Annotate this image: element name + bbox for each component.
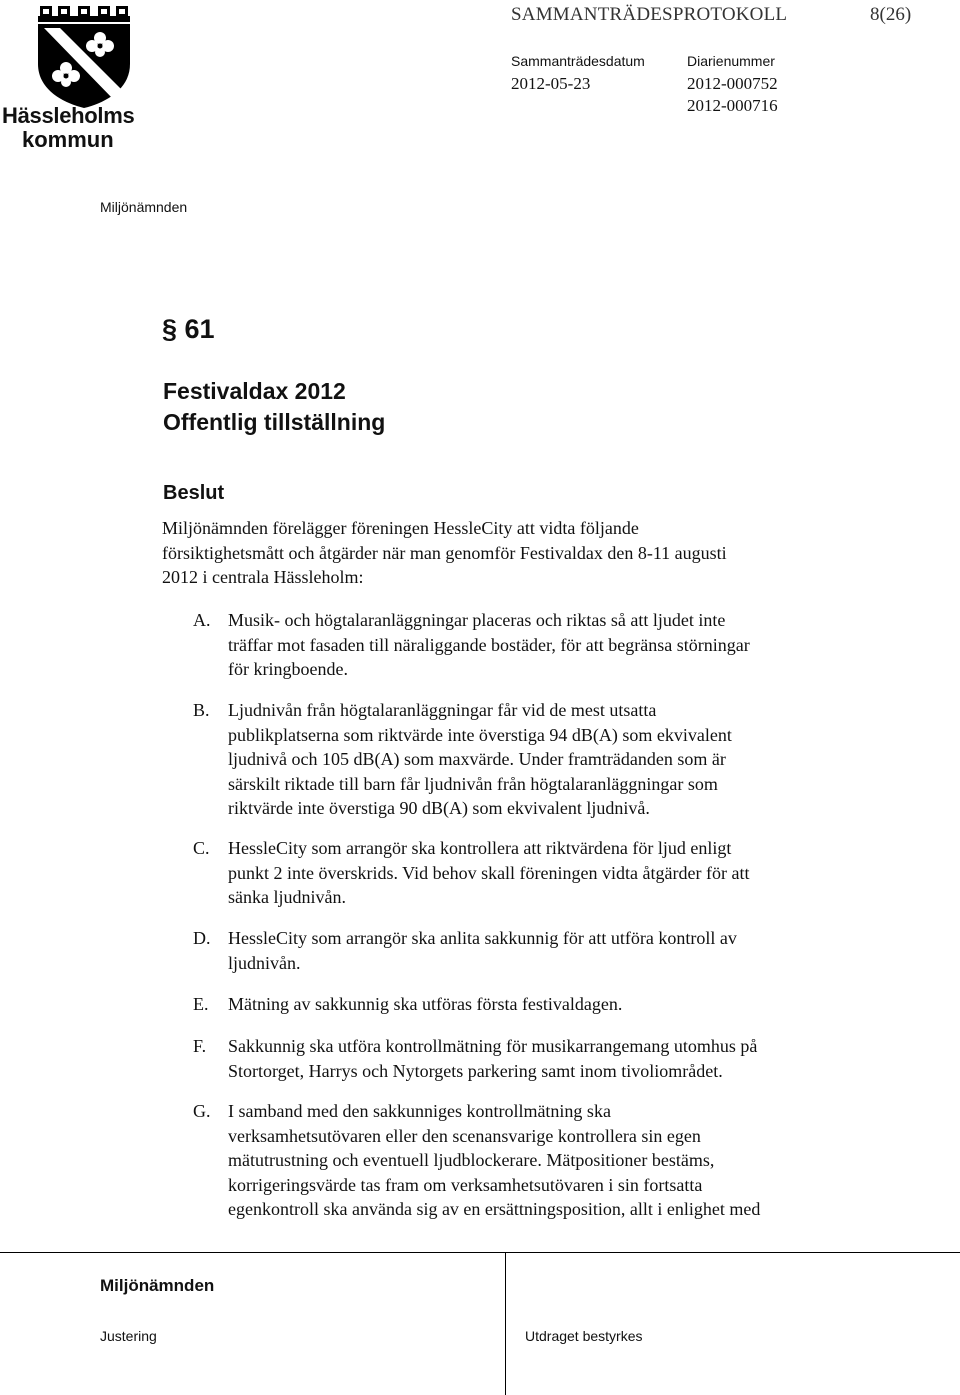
meeting-date-label: Sammanträdesdatum — [511, 53, 645, 69]
text-line: HessleCity som arrangör ska anlita sakkunnig för att utföra kontroll av — [228, 928, 737, 948]
document-title: SAMMANTRÄDESPROTOKOLL — [511, 4, 788, 25]
item-letter: B. — [193, 700, 210, 720]
registry-number-value: 2012-000752 — [687, 74, 778, 93]
text-line: försiktighetsmått och åtgärder när man genomför Festivaldax den 8-11 augusti — [162, 542, 727, 563]
text-line: verksamhetsutövaren eller den scenansvarige kontrollera sin egen — [228, 1125, 701, 1146]
text-line: egenkontroll ska använda sig av en ersättningsposition, allt i enlighet med — [228, 1199, 761, 1219]
text-line: Miljönämnden förelägger föreningen HessleCity att vidta följande — [162, 518, 639, 538]
text-line: Mätning av sakkunnig ska utföras första festivaldagen. — [228, 994, 623, 1014]
logo-wordmark-line1: Hässleholms — [2, 103, 135, 128]
footer-divider — [0, 1252, 960, 1253]
item-letter: G. — [193, 1101, 211, 1121]
board-name: Miljönämnden — [100, 199, 188, 215]
text-line: Ljudnivån från högtalaranläggningar får vid de mest utsatta — [228, 700, 657, 720]
meeting-date-value: 2012-05-23 — [511, 74, 591, 93]
text-line: HessleCity som arrangör ska kontrollera att riktvärdena för ljud enligt — [228, 838, 732, 858]
text-line: mätutrustning och eventuell ljudblockerare. Mätpositioner bestäms, — [228, 1150, 715, 1170]
item-letter: E. — [193, 994, 209, 1014]
section-title: Festivaldax 2012 — [163, 378, 346, 404]
footer-justering-label: Justering — [100, 1328, 157, 1344]
item-letter: D. — [193, 928, 211, 948]
text-line: särskilt riktade till barn får ljudnivån från högtalaranläggningar som — [228, 773, 718, 794]
footer-utdrag-label: Utdraget bestyrkes — [525, 1328, 643, 1344]
text-line: punkt 2 inte överskrids. Vid behov skall föreningen vidta åtgärder för att — [228, 862, 750, 883]
item-letter: F. — [193, 1036, 207, 1056]
item-letter: C. — [193, 838, 210, 858]
registry-number-value: 2012-000716 — [687, 96, 778, 115]
hassleholm-coat-of-arms-icon — [38, 6, 130, 108]
text-line: riktvärde inte överstiga 90 dB(A) som ekvivalent ljudnivå. — [228, 798, 650, 818]
decision-heading: Beslut — [163, 482, 225, 504]
text-line: korrigeringsvärde tas fram om verksamhetsutövaren i sin fortsatta — [228, 1174, 703, 1195]
paragraph-number: § 61 — [162, 314, 215, 344]
text-line: Musik- och högtalaranläggningar placeras och riktas så att ljudet inte — [228, 610, 726, 630]
text-line: Sakkunnig ska utföra kontrollmätning för musikarrangemang utomhus på — [228, 1036, 758, 1056]
text-line: I samband med den sakkunniges kontrollmätning ska — [228, 1101, 611, 1121]
text-line: ljudnivå och 105 dB(A) som maxvärde. Under framträdanden som är — [228, 749, 726, 769]
text-line: Stortorget, Harrys och Nytorgets parkering samt inom tivoliområdet. — [228, 1060, 723, 1081]
text-line: för kringboende. — [228, 659, 348, 679]
footer-column-divider — [505, 1252, 506, 1395]
text-line: sänka ljudnivån. — [228, 887, 346, 907]
page-number: 8(26) — [870, 4, 912, 25]
logo-wordmark-line2: kommun — [22, 127, 114, 152]
text-line: träffar mot fasaden till näraliggande bostäder, för att begränsa störningar — [228, 634, 750, 655]
text-line: 2012 i centrala Hässleholm: — [162, 567, 364, 587]
item-letter: A. — [193, 610, 211, 630]
section-subtitle: Offentlig tillställning — [163, 409, 386, 435]
decision-intro — [162, 516, 862, 590]
text-line: publikplatserna som riktvärde inte överstiga 94 dB(A) som ekvivalent — [228, 724, 732, 745]
text-line: ljudnivån. — [228, 952, 301, 973]
registry-number-label: Diarienummer — [687, 53, 775, 69]
footer-board-name: Miljönämnden — [100, 1276, 215, 1295]
